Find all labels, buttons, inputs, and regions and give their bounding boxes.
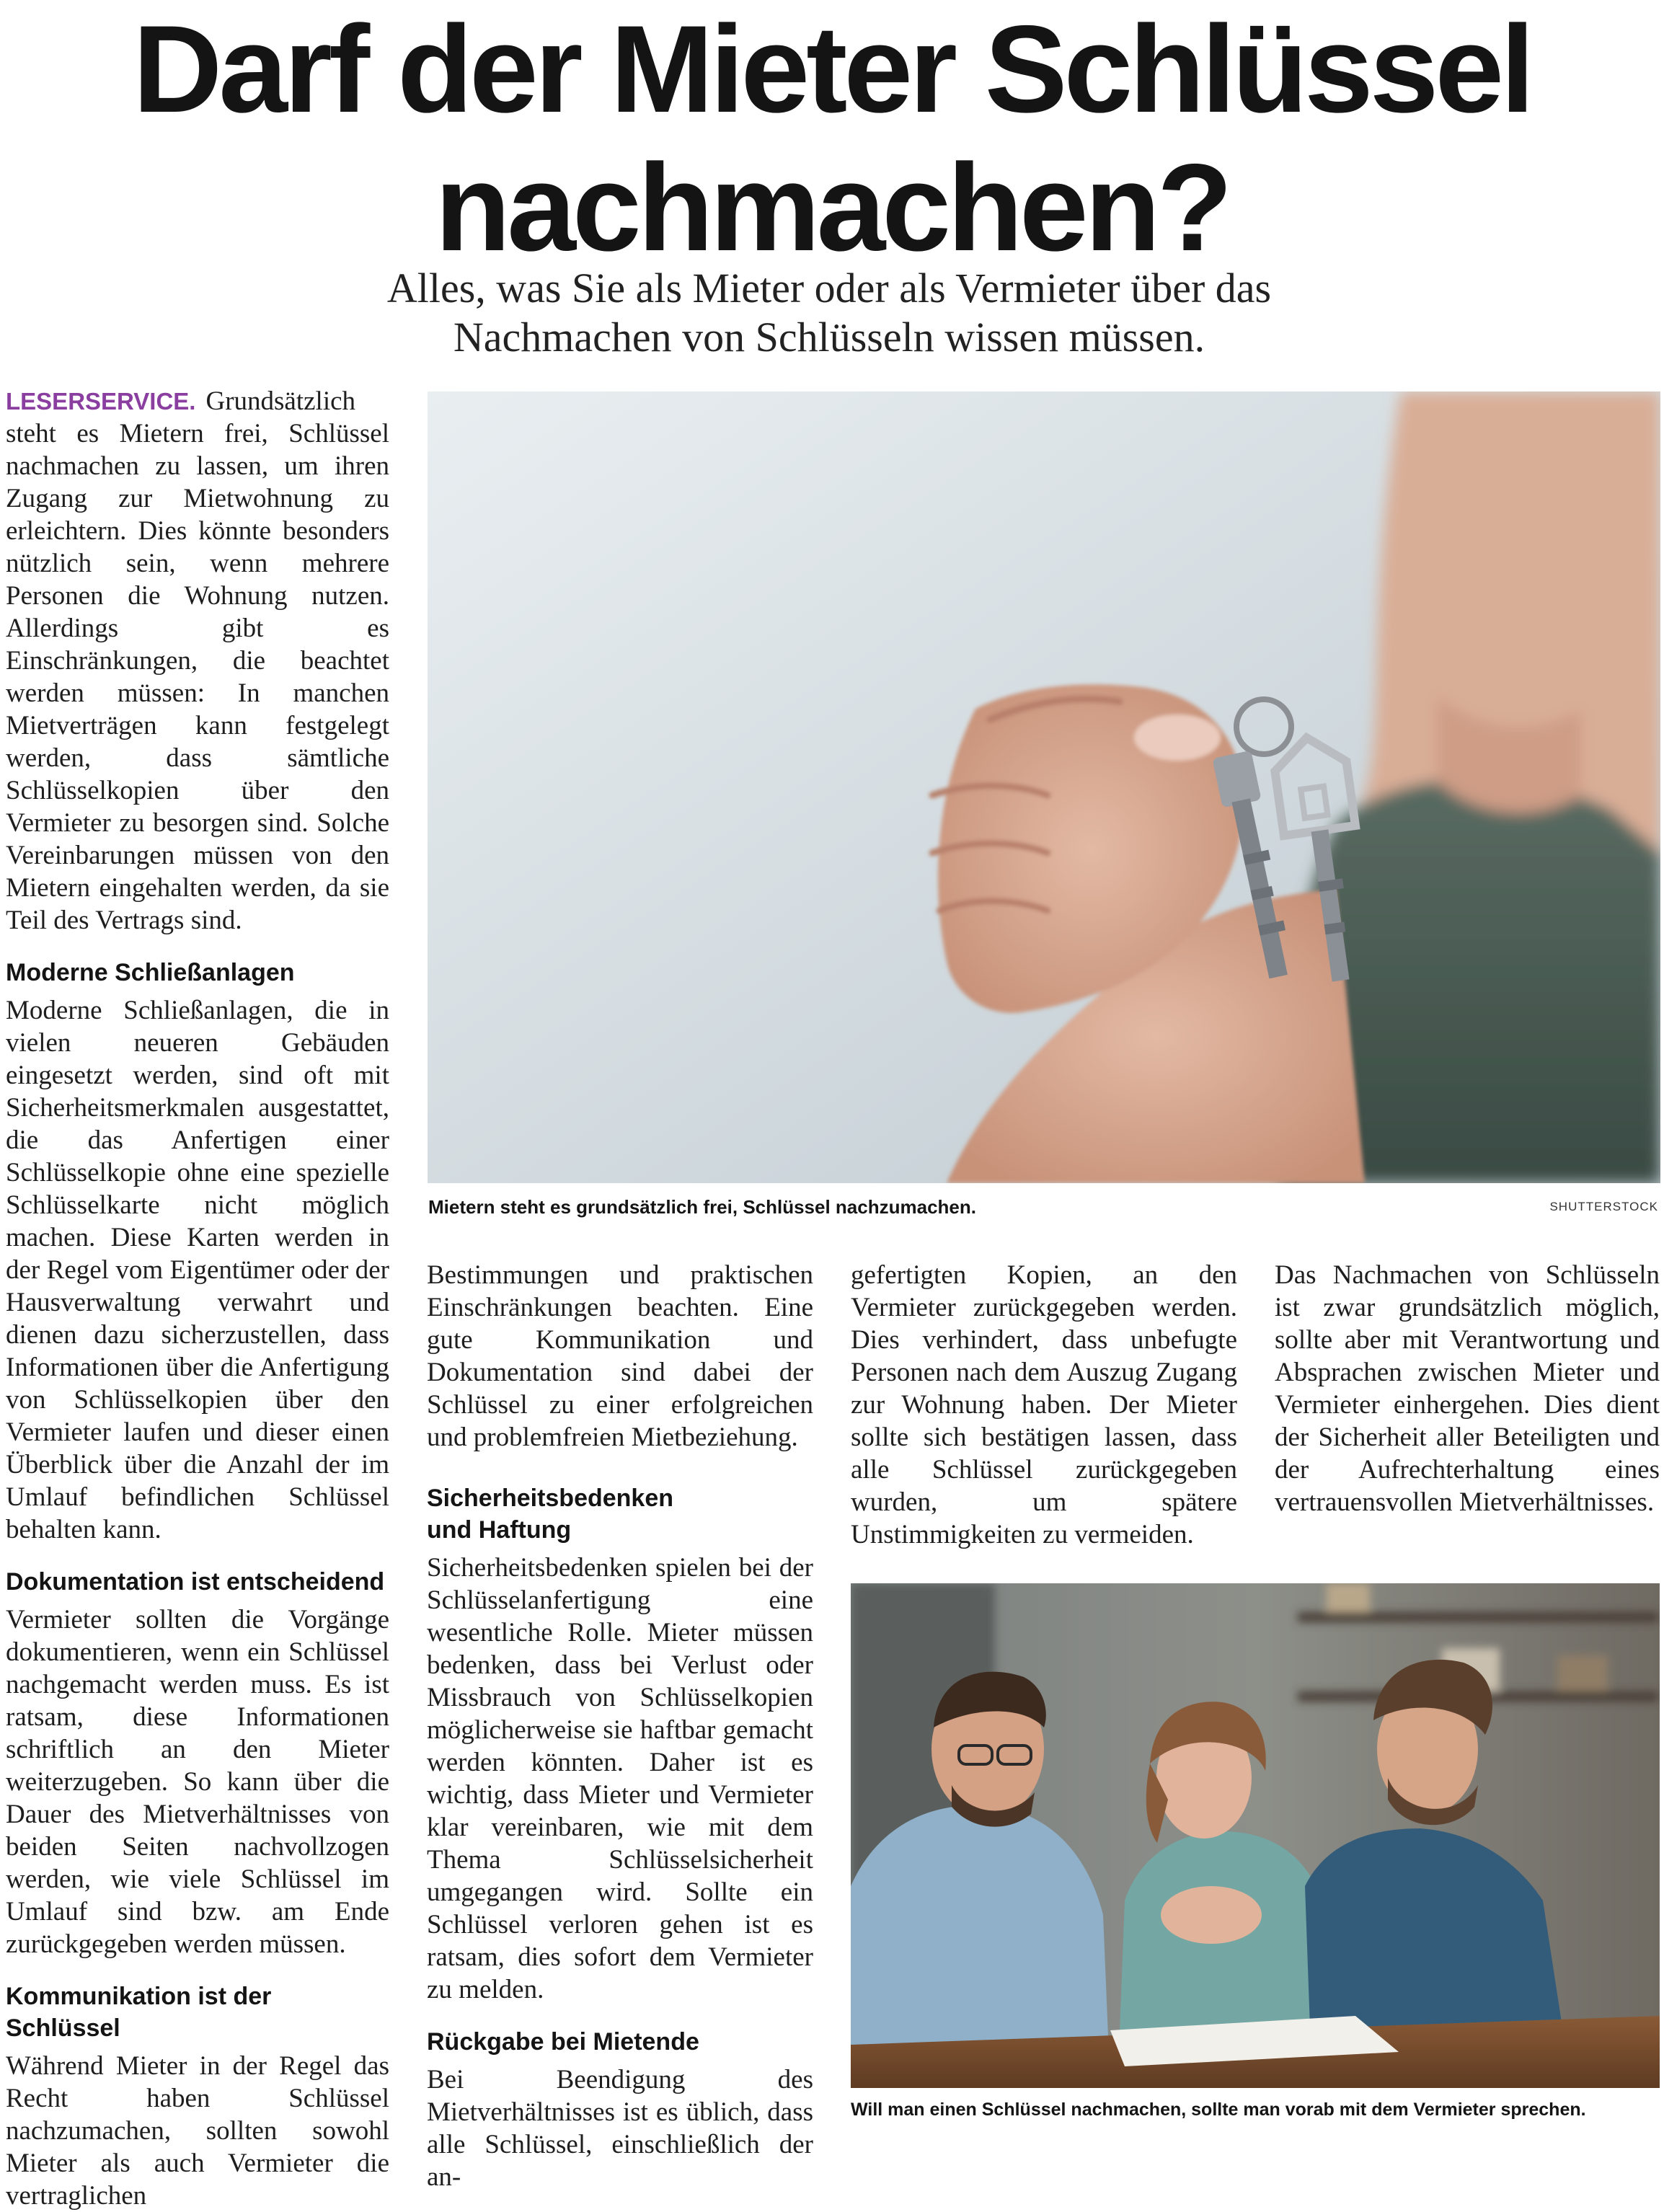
column-2 <box>427 1259 813 2193</box>
closing-paragraph: Das Nachmachen von Schlüsseln ist zwar grundsätzlich möglich, sollte aber mit Verantwortung und Absprachen zwischen Mieter und Vermieter einhergehen. Dies dient der Sicherheit aller Beteiligten und der Aufrechterhaltung eines vertrauensvollen Mietverhältnisses. <box>1275 1260 1660 1517</box>
second-photo-caption: Will man einen Schlüssel nachmachen, sollte man vorab mit dem Vermieter sprechen. <box>851 2100 1586 2120</box>
intro-text: Grundsätzlich steht es Mietern frei, Schlüssel nachmachen zu lassen, um ihren Zugang zur Mietwohnung zu erleichtern. Dies könnte besonders nützlich sein, wenn mehrere Personen die Wohnung nutzen. Allerdings gibt es Einschränkungen, die beachtet werden müssen: In manchen Mietverträgen kann festgelegt werden, dass sämtliche Schlüsselkopien über den Vermieter zu besorgen sind. Solche Vereinbarungen müssen von den Mietern eingehalten werden, da sie Teil des Vertrags sind. <box>6 386 389 935</box>
kicker: LESERSERVICE. <box>6 388 196 415</box>
main-photo-credit: SHUTTERSTOCK <box>1549 1200 1658 1213</box>
headline-line-1: Darf der Mieter Schlüssel <box>133 0 1531 138</box>
column-1 <box>6 385 389 2212</box>
section-text: gefertigten Kopien, an den Vermieter zurückgegeben werden. Dies verhindert, dass unbefugte Personen nach dem Auszug Zugang zur Wohnung haben. Der Mieter sollte sich bestätigen lassen, dass alle Schlüssel zurückgegeben wurden, um spätere Unstimmigkeiten zu vermeiden. <box>851 1260 1237 1549</box>
section-text: Vermieter sollten die Vorgänge dokumentieren, wenn ein Schlüssel nachgemacht werden muss. Es ist ratsam, diese Informationen schriftlich an den Mieter weiterzugeben. So kann über die Dauer des Mietverhältnisses von beiden Seiten nachvollzogen werden, wie viele Schlüssel im Umlauf sind bzw. am Ende zurückgegeben werden müssen. <box>6 1605 389 1959</box>
intro-paragraph <box>6 385 389 937</box>
subheadline-line-1: Alles, was Sie als Mieter oder als Vermieter über das <box>386 265 1272 311</box>
section-title: Moderne Schließanlagen <box>6 959 295 986</box>
column-4 <box>1275 1259 1660 1518</box>
section-title: Dokumentation ist entscheidend <box>6 1568 385 1596</box>
section-text: Bei Beendigung des Mietverhältnisses ist es üblich, dass alle Schlüssel, einschließlich der an- <box>427 2065 813 2192</box>
subheadline <box>216 264 1442 362</box>
section-text: Moderne Schließanlagen, die in vielen neueren Gebäuden eingesetzt werden, sind oft mit Sicherheitsmerkmalen ausgestattet, die das Anfertigen einer Schlüsselkopie ohne eine spezielle Schlüsselkarte nicht möglich machen. Diese Karten werden in der Regel vom Eigentümer oder der Hausverwaltung verwahrt und dienen dazu sicherzustellen, dass Informationen über die Anfertigung von Schlüsselkopien über den Vermieter laufen und dieser einen Überblick über die Anzahl der im Umlauf befindlichen Schlüssel behalten kann. <box>6 996 389 1544</box>
section-title: Sicherheitsbedenken und Haftung <box>427 1485 674 1544</box>
subheadline-line-2: Nachmachen von Schlüsseln wissen müssen. <box>453 314 1205 360</box>
section-text: Bestimmungen und praktischen Einschränkungen beachten. Eine gute Kommunikation und Dokumentation sind dabei der Schlüssel zu einer erfolgreichen und problemfreien Mietbeziehung. <box>427 1260 813 1452</box>
second-photo <box>851 1583 1660 2088</box>
section-text: Sicherheitsbedenken spielen bei der Schlüsselanfertigung eine wesentliche Rolle. Mieter müssen bedenken, dass bei Verlust oder Missbrauch von Schlüsselkopien möglicherweise sie haftbar gemacht werden könnten. Daher ist es wichtig, dass Mieter und Vermieter klar vereinbaren, wie mit dem Thema Schlüsselsicherheit umgegangen wird. Sollte ein Schlüssel verloren gehen ist es ratsam, dies sofort dem Vermieter zu melden. <box>427 1553 813 2004</box>
section-text: Während Mieter in der Regel das Recht haben Schlüssel nachzumachen, sollten sowohl Mieter als auch Vermieter die vertraglichen <box>6 2051 389 2211</box>
main-photo-caption: Mietern steht es grundsätzlich frei, Schlüssel nachzumachen. <box>428 1196 976 1218</box>
section-title: Rückgabe bei Mietende <box>427 2028 699 2056</box>
column-3 <box>851 1259 1237 1551</box>
headline <box>0 0 1664 277</box>
section-title: Kommunikation ist der Schlüssel <box>6 1983 272 2042</box>
headline-line-2: nachmachen? <box>435 138 1229 277</box>
main-photo <box>428 391 1660 1183</box>
